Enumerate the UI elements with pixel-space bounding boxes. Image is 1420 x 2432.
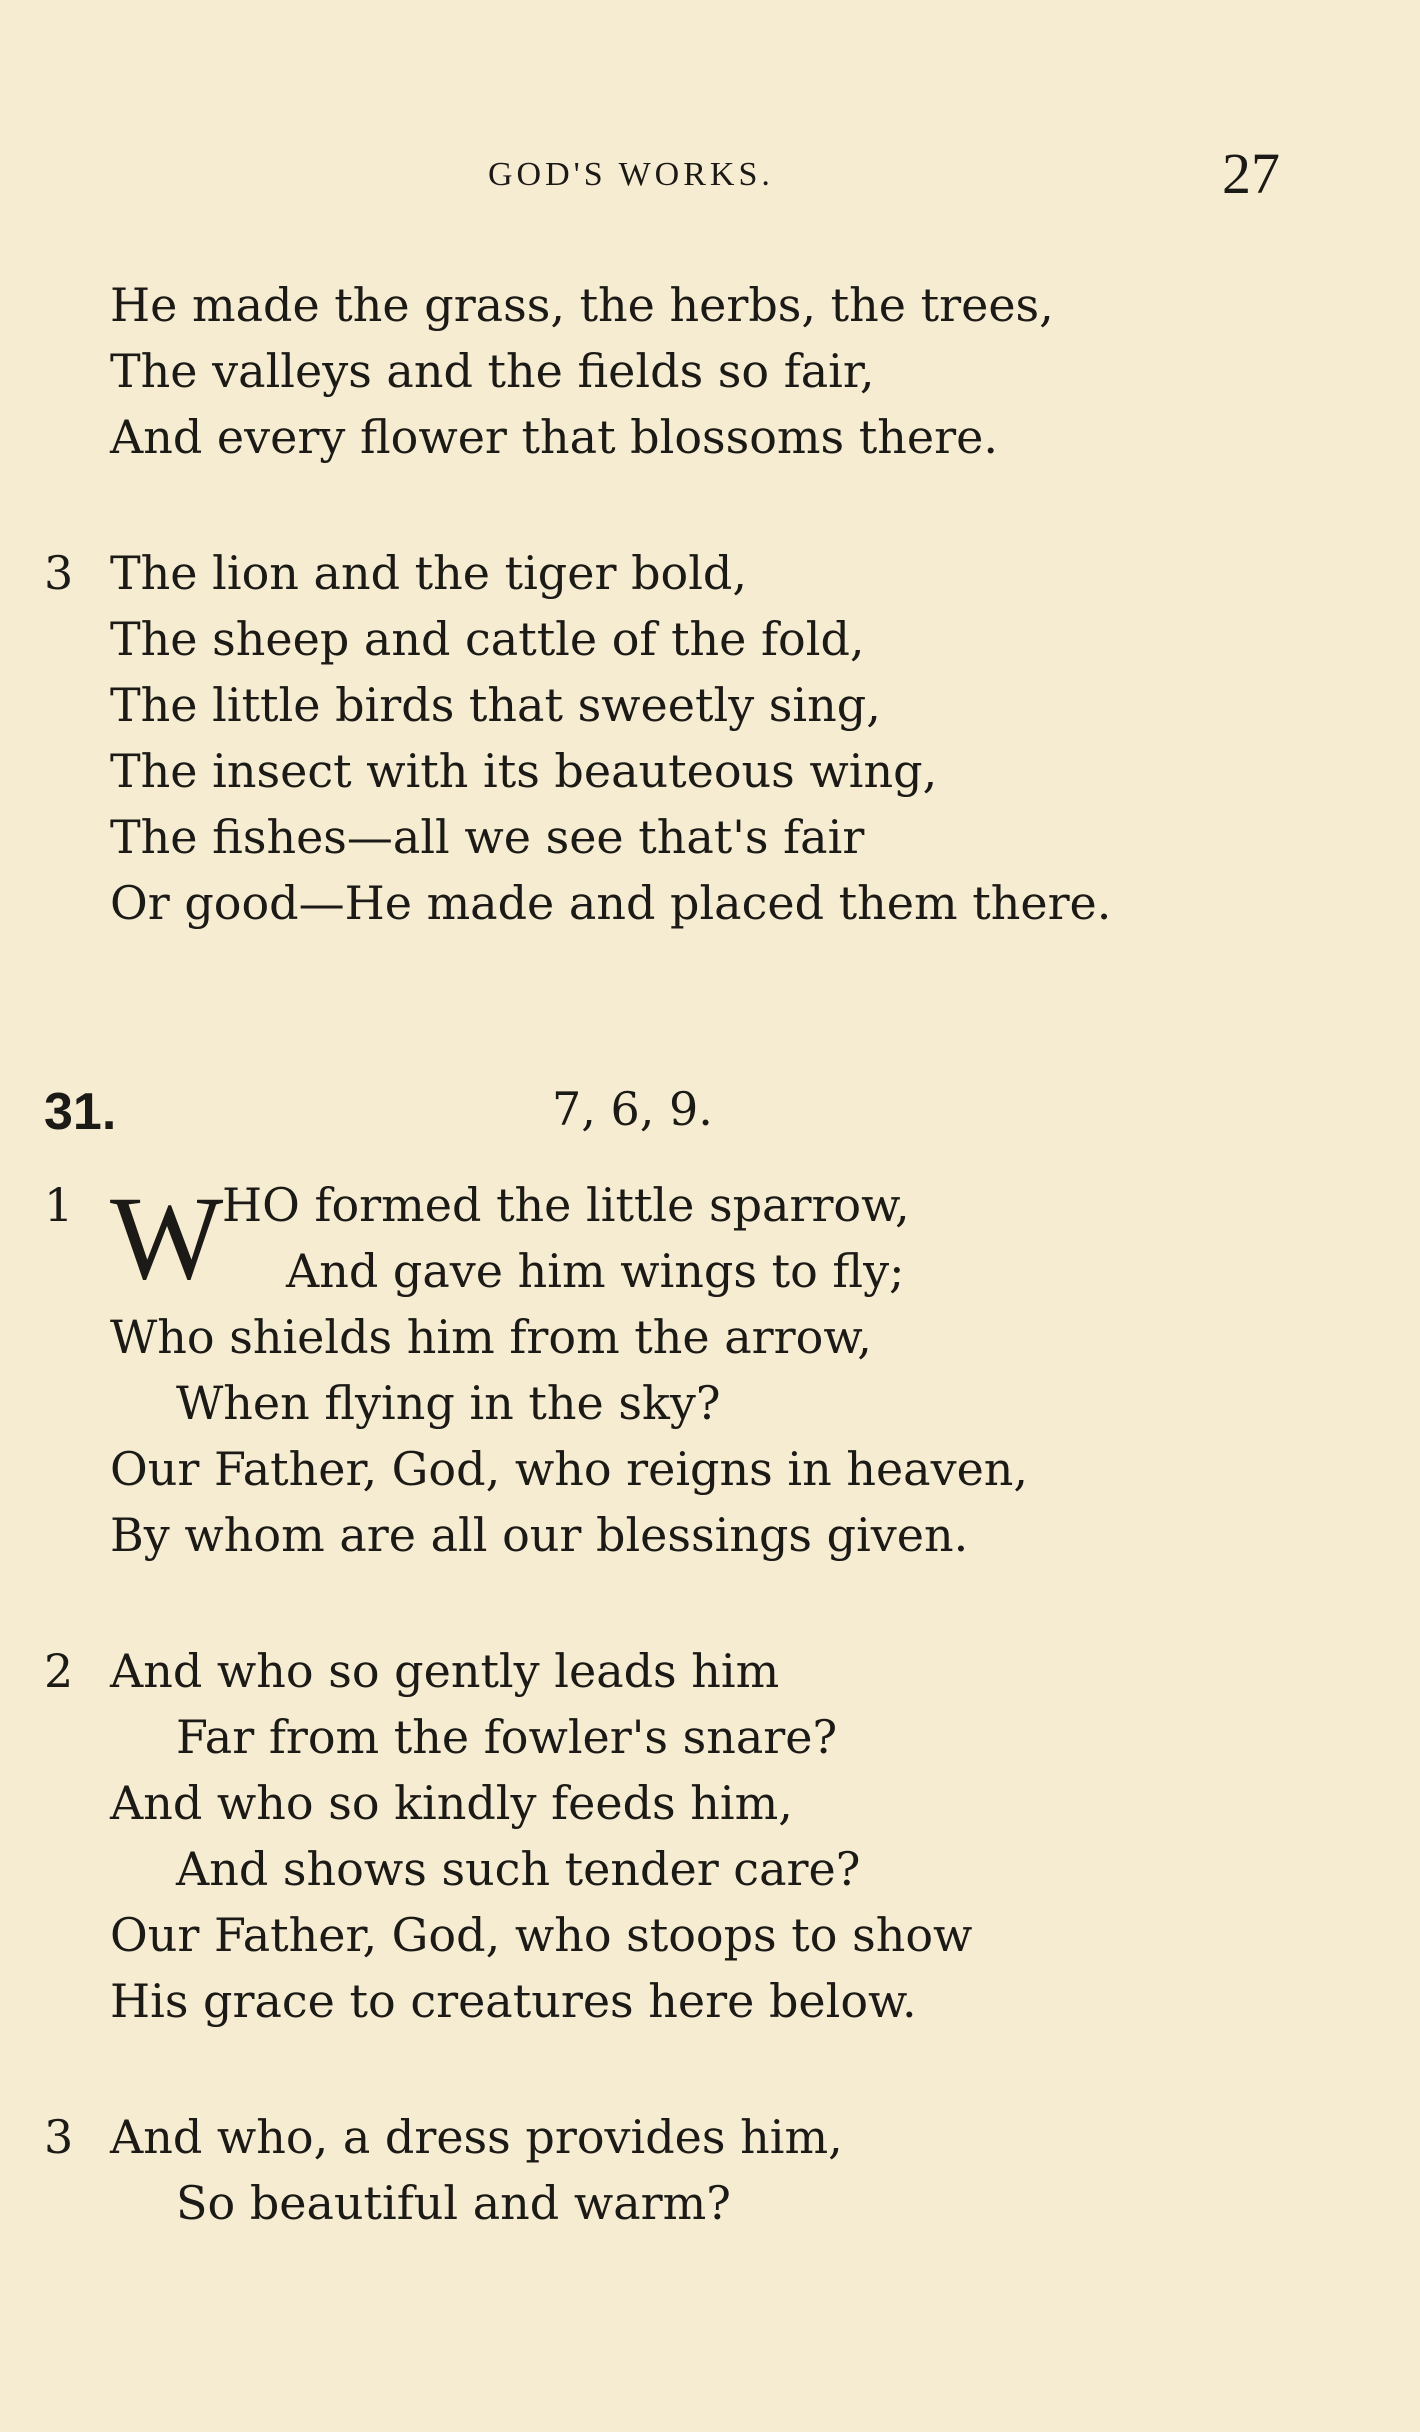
stanza-number: 3	[44, 546, 74, 600]
verse-line: He made the grass, the herbs, the trees,	[110, 278, 1054, 332]
page-header	[0, 140, 1420, 206]
verse-line: HO formed the little sparrow,	[222, 1178, 910, 1232]
verse-line: The little birds that sweetly sing,	[110, 678, 881, 732]
verse-line: And who, a dress provides him,	[110, 2110, 843, 2164]
hymn-number: 31.	[44, 1083, 117, 1141]
stanza-number: 2	[44, 1644, 74, 1698]
verse-line: The insect with its beauteous wing,	[110, 744, 938, 798]
verse-line: And who so kindly feeds him,	[110, 1776, 793, 1830]
verse-line: The sheep and cattle of the fold,	[110, 612, 865, 666]
verse-line: His grace to creatures here below.	[110, 1974, 917, 2028]
hymn-meter: 7, 6, 9.	[552, 1082, 713, 1136]
verse-line: So beautiful and warm?	[176, 2176, 731, 2230]
verse-line: Our Father, God, who stoops to show	[110, 1908, 973, 1962]
verse-line: The lion and the tiger bold,	[110, 546, 747, 600]
verse-line: And shows such tender care?	[176, 1842, 861, 1896]
verse-line: The valleys and the fields so fair,	[110, 344, 875, 398]
verse-line: And who so gently leads him	[110, 1644, 780, 1698]
drop-cap: W	[110, 1171, 224, 1304]
verse-line: The fishes—all we see that's fair	[110, 810, 865, 864]
page-number: 27	[1222, 141, 1280, 206]
stanza-number: 3	[44, 2110, 74, 2164]
verse-line: Far from the fowler's snare?	[176, 1710, 838, 1764]
verse-line: Who shields him from the arrow,	[110, 1310, 872, 1364]
verse-line: Our Father, God, who reigns in heaven,	[110, 1442, 1029, 1496]
verse-line: And gave him wings to fly;	[286, 1244, 905, 1298]
verse-line: And every flower that blossoms there.	[110, 410, 998, 464]
verse-line: By whom are all our blessings given.	[110, 1508, 969, 1562]
verse-line: Or good—He made and placed them there.	[110, 876, 1112, 930]
running-title: GOD'S WORKS.	[488, 156, 774, 193]
verse-line: When flying in the sky?	[176, 1376, 721, 1430]
stanza-number: 1	[44, 1178, 74, 1232]
